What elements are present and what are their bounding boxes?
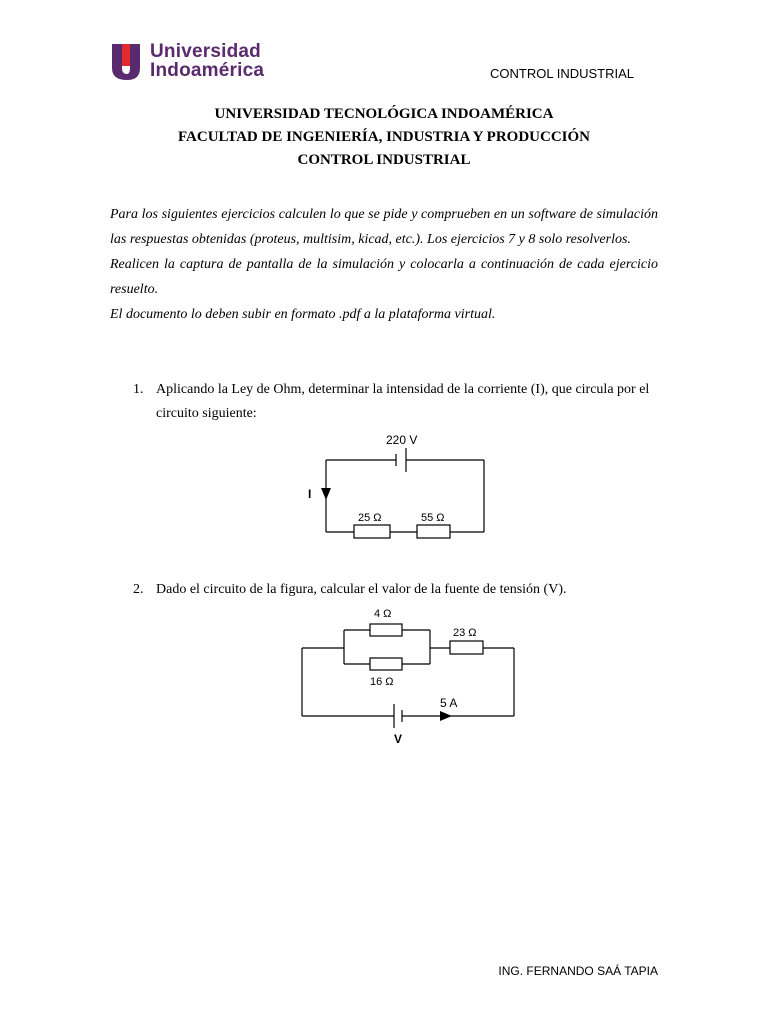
- current-arrow: [321, 488, 331, 500]
- current-label: 5 A: [440, 696, 458, 710]
- exercise-text: Dado el circuito de la figura, calcular el valor de la fuente de tensión (V).: [156, 582, 567, 597]
- logo-line-2: Indoamérica: [150, 60, 265, 81]
- instructions: [110, 202, 658, 327]
- logo-line-1: Universidad: [150, 41, 261, 62]
- exercise-2: [133, 578, 663, 602]
- circuit-diagram-2: [0, 600, 768, 750]
- current-arrow: [440, 711, 452, 721]
- header-course-title: CONTROL INDUSTRIAL: [490, 66, 634, 81]
- resistor-label: 25 Ω: [358, 512, 382, 524]
- exercise-1: [133, 378, 663, 426]
- current-label: I: [308, 487, 312, 501]
- instruction-paragraph: Realicen la captura de pantalla de la simulación y colocarla a continuación de cada ejercicio resuelto.: [110, 257, 658, 297]
- resistor-label: 55 Ω: [421, 512, 445, 524]
- title-faculty: FACULTAD DE INGENIERÍA, INDUSTRIA Y PRODUCCIÓN: [178, 129, 590, 145]
- instruction-paragraph: Para los siguientes ejercicios calculen lo que se pide y comprueben en un software de simulación las respuestas obtenidas (proteus, multisim, kicad, etc.). Los ejercicios 7 y 8 solo resolverlos.: [110, 207, 658, 247]
- university-logo-icon: [110, 42, 144, 82]
- resistor-label: 4 Ω: [374, 608, 392, 620]
- logo-wordmark: [150, 42, 264, 80]
- exercise-text: Aplicando la Ley de Ohm, determinar la intensidad de la corriente (I), que circula por el circuito siguiente:: [156, 382, 650, 421]
- title-university: UNIVERSIDAD TECNOLÓGICA INDOAMÉRICA: [214, 106, 554, 122]
- source-label: V: [394, 732, 403, 746]
- university-logo: [110, 42, 300, 82]
- document-titles: [0, 103, 768, 172]
- exercise-number: 2.: [133, 582, 144, 597]
- exercise-number: 1.: [133, 382, 144, 397]
- resistor-label: 23 Ω: [453, 627, 477, 639]
- circuit-diagram-1: [0, 428, 768, 548]
- resistor-label: 16 Ω: [370, 676, 394, 688]
- title-course: CONTROL INDUSTRIAL: [297, 152, 471, 168]
- footer-author: ING. FERNANDO SAÁ TAPIA: [498, 964, 658, 978]
- source-label: 220 V: [386, 433, 418, 447]
- instruction-paragraph: El documento lo deben subir en formato .pdf a la plataforma virtual.: [110, 307, 496, 322]
